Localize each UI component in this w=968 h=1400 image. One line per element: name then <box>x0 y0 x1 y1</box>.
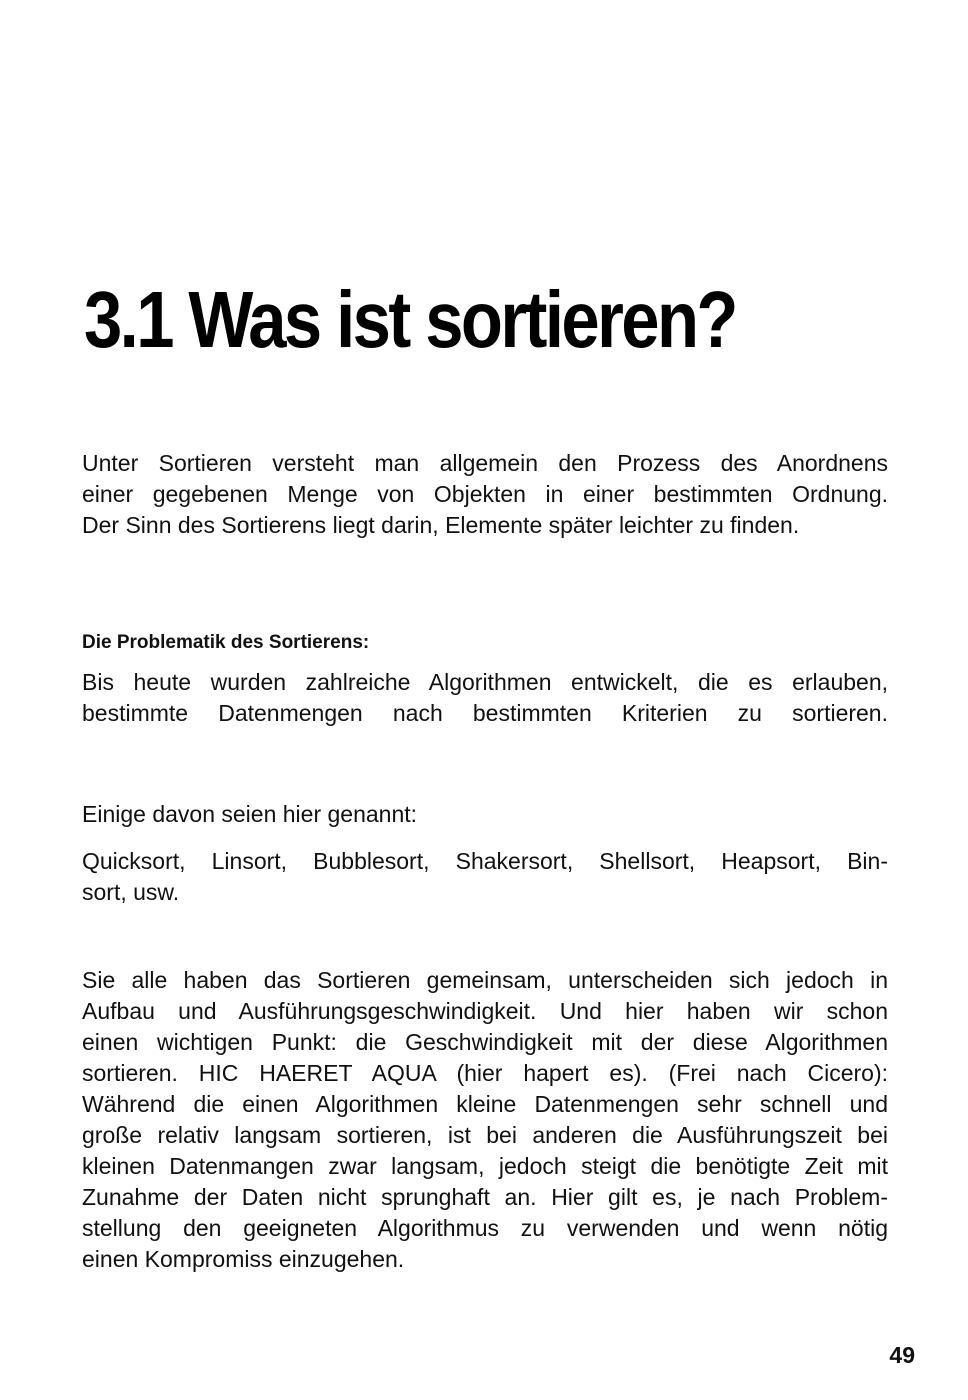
list-intro <box>82 799 888 830</box>
text-line: Unter Sortieren versteht man allgemein den Prozess des Anordnens <box>82 450 888 476</box>
text-line: Der Sinn des Sortierens liegt darin, Elemente später leichter zu finden. <box>82 512 800 538</box>
text-line: bestimmte Datenmengen nach bestimmten Kriterien zu sortieren. <box>82 700 888 726</box>
text-line: kleinen Datenmangen zwar langsam, jedoch steigt die benötigte Zeit mit <box>82 1153 888 1179</box>
text-line: Bis heute wurden zahlreiche Algorithmen entwickelt, die es erlauben, <box>82 669 888 695</box>
chapter-heading: 3.1 Was ist sortieren? <box>84 275 736 364</box>
text-line: sortieren. HIC HAERET AQUA (hier hapert es). (Frei nach Cicero): <box>82 1060 888 1086</box>
text-line: einer gegebenen Menge von Objekten in einer bestimmten Ordnung. <box>82 481 888 507</box>
text-line: große relativ langsam sortieren, ist bei anderen die Ausführungszeit bei <box>82 1122 888 1148</box>
section-subheading: Die Problematik des Sortierens: <box>82 632 370 653</box>
problem-paragraph <box>82 667 888 729</box>
text-line: einen Kompromiss einzugehen. <box>82 1246 405 1272</box>
text-line: sort, usw. <box>82 879 180 905</box>
text-line: Zunahme der Daten nicht sprunghaft an. Hier gilt es, je nach Problem- <box>82 1184 888 1210</box>
text-line: Aufbau und Ausführungsgeschwindigkeit. Und hier haben wir schon <box>82 998 888 1024</box>
page-number: 49 <box>889 1342 915 1368</box>
text-line: Während die einen Algorithmen kleine Datenmengen sehr schnell und <box>82 1091 888 1117</box>
text-line: einen wichtigen Punkt: die Geschwindigkeit mit der diese Algorithmen <box>82 1029 888 1055</box>
algorithm-list <box>82 846 888 908</box>
text-line: Quicksort, Linsort, Bubblesort, Shakersort, Shellsort, Heapsort, Bin- <box>82 848 888 874</box>
text-line: Einige davon seien hier genannt: <box>82 801 418 827</box>
discussion-paragraph <box>82 965 888 1275</box>
intro-paragraph <box>82 448 888 541</box>
text-line: Sie alle haben das Sortieren gemeinsam, unterscheiden sich jedoch in <box>82 967 888 993</box>
text-line: stellung den geeigneten Algorithmus zu verwenden und wenn nötig <box>82 1215 888 1241</box>
